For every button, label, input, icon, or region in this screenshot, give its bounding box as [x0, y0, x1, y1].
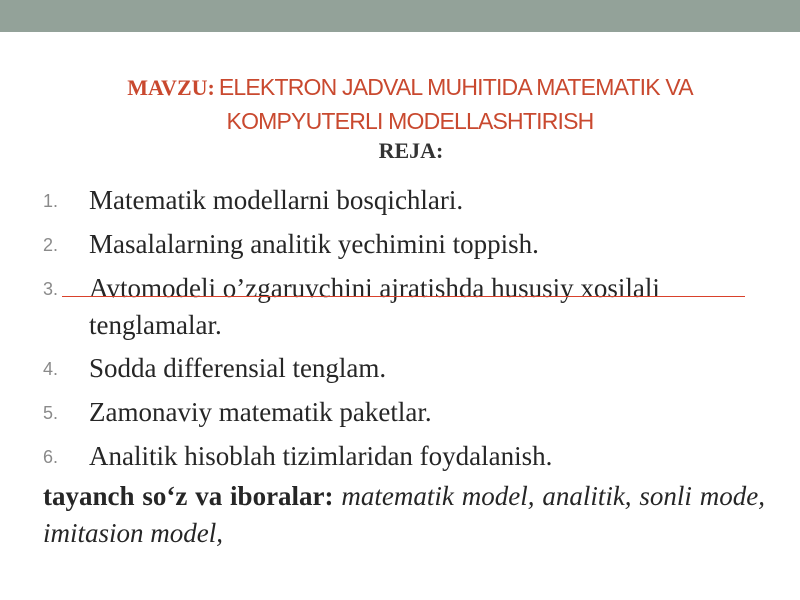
list-item-text: Masalalarning analitik yechimini toppish. [89, 229, 539, 259]
title-text: ELEKTRON JADVAL MUHITIDA MATEMATIK VA KOMPYUTERLI MODELLASHTIRISH [218, 74, 693, 134]
list-item-number: 6. [43, 447, 59, 467]
list-item-text: Matematik modellarni bosqichlari. [89, 185, 464, 215]
slide-subtitle: REJA: [378, 138, 444, 163]
list-item-number: 1. [43, 191, 59, 211]
red-annotation-underline [62, 296, 745, 297]
list-item-text: Avtomodeli o’zgaruvchini ajratishda hususiy xosilali tenglamalar. [89, 273, 660, 340]
keywords-paragraph [43, 478, 765, 552]
list-item-number: 2. [43, 235, 59, 255]
list-item-number: 4. [43, 359, 59, 379]
list-item-text: Zamonaviy matematik paketlar. [89, 397, 432, 427]
keywords-label: tayanch so‘z va iboralar: [43, 481, 334, 511]
list-item-text: Sodda differensial tenglam. [89, 353, 387, 383]
keywords-terms: matematik model, analitik, sonli mode, imitasion model, [43, 481, 766, 548]
list-item-text: Analitik hisoblah tizimlaridan foydalanish. [89, 441, 553, 471]
title-prefix: MAVZU: [127, 75, 215, 100]
slide-title [60, 72, 760, 140]
list-item-number: 3. [43, 279, 59, 299]
list-item-number: 5. [43, 403, 59, 423]
top-color-band [0, 0, 800, 32]
